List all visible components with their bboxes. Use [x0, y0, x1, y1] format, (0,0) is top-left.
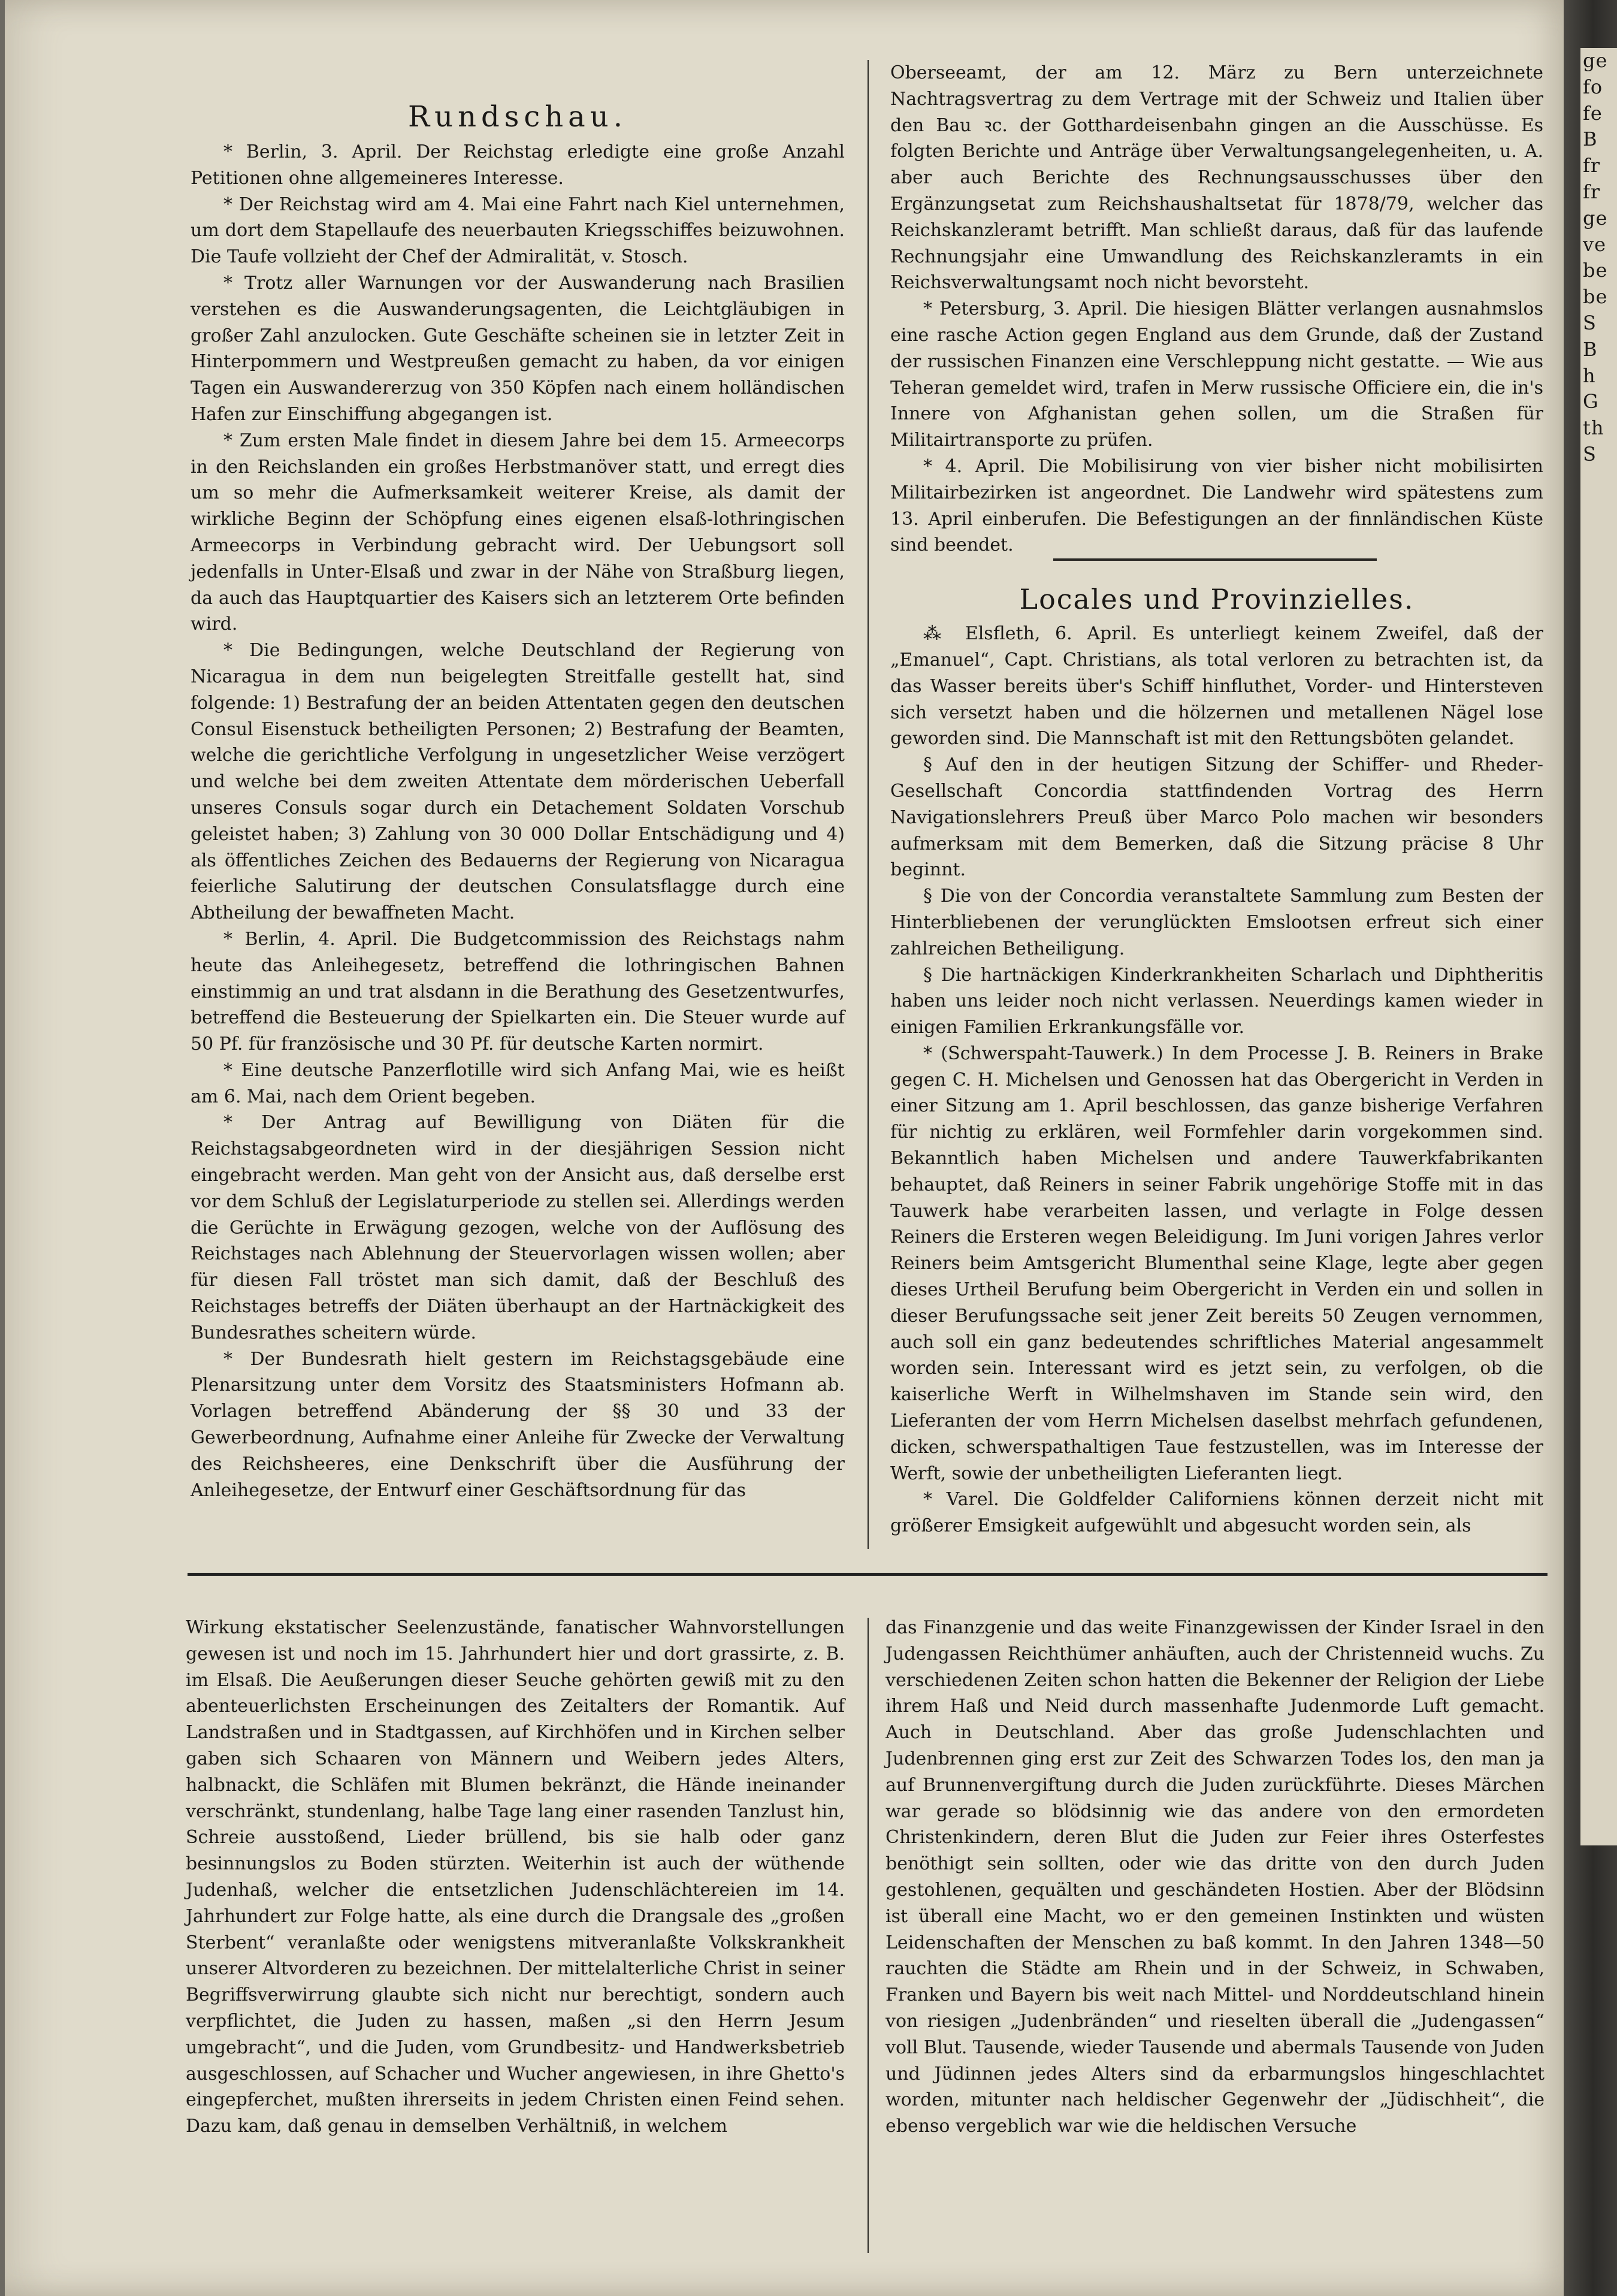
article-paragraph: Oberseeamt, der am 12. März zu Bern unterzeichnete Nachtragsvertrag zu dem Vertrage mit der Schweiz und Italien über den Bau ꝛc. der Gotthardeisenbahn gingen an die Ausschüsse. Es folgten Berichte und Anträge über Verwaltungsangelegenheiten, u. A. aber auch Berichte des Rechnungsausschusses über den Ergänzungsetat zum Reichshaushaltsetat für 1878/79, welcher das Reichskanzleramt betrifft. Man schließt daraus, daß für das laufende Rechnungsjahr eine Umwandlung des Reichskanzleramts in ein Reichsverwaltungsamt noch nicht bevorsteht. — [890, 62, 1543, 294]
column-rundschau-continued — [890, 60, 1543, 1539]
adjacent-page-fragment: ge — [1583, 49, 1608, 72]
column-rundschau — [191, 96, 845, 1503]
adjacent-page-fragment: B — [1583, 128, 1598, 151]
newspaper-page — [5, 0, 1568, 2296]
section-divider — [1053, 558, 1377, 561]
column-rule — [868, 60, 869, 1549]
article-paragraph: * (Schwerspaht-Tauwerk.) In dem Processe J. B. Reiners in Brake gegen C. H. Michelsen und Genossen hat das Obergericht in Verden in einer Sitzung am 1. April beschlossen, das ganze bisherige Verfahren für nichtig zu erklären, weil Formfehler darin vorgekommen sind. Bekanntlich haben Michelsen und andere Tauwerkfabrikanten behauptet, daß Reiners in seiner Fabrik ungehörige Stoffe mit in das Tauwerk habe verarbeiten lassen, und verlagte in Folge dessen Reiners die Ersteren wegen Beleidigung. Im Juni vorigen Jahres verlor Reiners beim Amtsgericht Blumenthal seine Klage, legte aber gegen dieses Urtheil Berufung beim Obergericht in Verden ein und sollen in dieser Berufungssache seit jener Zeit bereits 50 Zeugen vernommen, auch soll ein ganz bedeutendes schriftliches Material angesammelt worden sein. Interessant wird es jetzt sein, zu verfolgen, ob die kaiserliche Werft in Wilhelmshaven im Stande sein wird, den Lieferanten der vom Herrn Michelsen daselbst mehrfach gefundenen, dicken, schwerspathaltigen Taue festzustellen, was im Interesse der Werft, sowie der unbetheiligten Lieferanten liegt. — [890, 1043, 1543, 1484]
article-paragraph: § Auf den in der heutigen Sitzung der Schiffer- und Rheder-Gesellschaft Concordia stattfindenden Vortrag des Herrn Navigationslehrers Preuß über Marco Polo machen wir besonders aufmerksam mit dem Bemerken, daß die Sitzung präcise 8 Uhr beginnt. — [890, 754, 1543, 881]
feuilleton-column-right — [885, 1615, 1545, 2140]
feuilleton-paragraph: Wirkung ekstatischer Seelenzustände, fanatischer Wahnvorstellungen gewesen ist und noch im 15. Jahrhundert hier und dort grassirte, z. B. im Elsaß. Die Aeußerungen dieser Seuche gehörten gewiß mit zu den abenteuerlichsten Erscheinungen des Zeitalters der Romantik. Auf Landstraßen und in Stadtgassen, auf Kirchhöfen und in Kirchen selber gaben sich Schaaren von Männern und Weibern jedes Alters, halbnackt, die Schläfen mit Blumen bekränzt, die Hände ineinander verschränkt, stundenlang, halbe Tage lang einer rasenden Tanzlust hin, Schreie ausstoßend, Lieder brüllend, bis sie halb oder ganz besinnungslos zu Boden stürzten. Weiterhin ist auch der wüthende Judenhaß, welcher die entsetzlichen Judenschlächtereien im 14. Jahrhundert zur Folge hatte, als eine durch die Drangsale des „großen Sterbent“ veranlaßte oder wenigstens mitveranlaßte Volkskrankheit unserer Altvorderen zu bezeichnen. Der mittelalterliche Christ in seiner Begriffsverwirrung glaubte sich nicht nur berechtigt, sondern auch verpflichtet, die Juden zu hassen, maßen „si den Herrn Jesum umgebracht“, und die Juden, vom Grundbesitz- und Handwerksbetrieb ausgeschlossen, auf Schacher und Wucher angewiesen, in ihre Ghetto's eingepferchet, mußten ihrerseits in jedem Christen einen Feind sehen. Dazu kam, daß genau in demselben Verhältniß, in welchem — [186, 1617, 845, 2137]
adjacent-page-fragment: fe — [1583, 101, 1603, 125]
adjacent-page-fragment: ge — [1583, 206, 1608, 229]
column-rule — [868, 1618, 869, 2253]
section-heading-locales: Locales und Provinzielles. — [1019, 583, 1415, 616]
article-paragraph: * Der Bundesrath hielt gestern im Reichstagsgebäude eine Plenarsitzung unter dem Vorsitz des Staatsministers Hofmann ab. Vorlagen betreffend Abänderung der §§ 30 und 33 der Gewerbeordnung, Aufnahme einer Anleihe für Zwecke der Verwaltung des Reichsheeres, eine Denkschrift über die Ausführung der Anleihegesetze, der Entwurf einer Geschäftsordnung für das — [191, 1348, 845, 1501]
adjacent-page-fragment: th — [1583, 416, 1604, 440]
adjacent-page-fragment: fo — [1583, 75, 1603, 98]
adjacent-page-fragment: fr — [1583, 180, 1601, 203]
article-paragraph: * Der Reichstag wird am 4. Mai eine Fahrt nach Kiel unternehmen, um dort dem Stapellaufe des neuerbauten Kriegsschiffes beizuwohnen. Die Taufe vollzieht der Chef der Admiralität, v. Stosch. — [191, 194, 845, 268]
adjacent-page-fragment: S — [1583, 311, 1597, 334]
article-paragraph: § Die von der Concordia veranstaltete Sammlung zum Besten der Hinterbliebenen der verunglückten Emslootsen erfreut sich einer zahlreichen Betheiligung. — [890, 886, 1543, 959]
adjacent-page-edge — [1580, 48, 1617, 1845]
article-paragraph: * Trotz aller Warnungen vor der Auswanderung nach Brasilien verstehen es die Auswanderungsagenten, die Leichtgläubigen in großer Zahl anzulocken. Gute Geschäfte scheinen sie in letzter Zeit in Hinterpommern und Westpreußen gemacht zu haben, da vor einigen Tagen ein Auswandererzug von 350 Köpfen nach einem holländischen Hafen zur Einschiffung abgegangen ist. — [191, 272, 845, 425]
article-paragraph: * Zum ersten Male findet in diesem Jahre bei dem 15. Armeecorps in den Reichslanden ein großes Herbstmanöver statt, und erregt dies um so mehr die Aufmerksamkeit weiterer Kreise, als damit der wirkliche Beginn der Schöpfung eines eigenen elsaß-lothringischen Armeecorps in Verbindung gebracht wird. Der Uebungsort soll jedenfalls in Unter-Elsaß und zwar in der Nähe von Straßburg liegen, da auch das Hauptquartier des Kaisers sich an letzterem Orte befinden wird. — [191, 430, 845, 635]
adjacent-page-fragment: G — [1583, 390, 1599, 413]
article-paragraph: * Die Bedingungen, welche Deutschland der Regierung von Nicaragua in dem nun beigelegten Streitfalle gestellt hat, sind folgende: 1) Bestrafung der an beiden Attentaten gegen den deutschen Consul Eisenstuck betheiligten Personen; 2) Bestrafung der Beamten, welche die gerichtliche Verfolgung in ungesetzlicher Weise verzögert und welche bei dem zweiten Attentate dem mörderischen Ueberfall unseres Consuls sogar durch ein Detachement Soldaten Vorschub geleistet haben; 3) Zahlung von 30 000 Dollar Entschädigung und 4) als öffentliches Zeichen des Bedauerns der Regierung von Nicaragua feierliche Salutirung der deutschen Consulatsflagge durch eine Abtheilung der bewaffneten Macht. — [191, 640, 845, 924]
adjacent-page-fragment: fr — [1583, 154, 1601, 177]
article-paragraph: * Der Antrag auf Bewilligung von Diäten für die Reichstagsabgeordneten wird in der diesjährigen Session nicht eingebracht werden. Man geht von der Ansicht aus, daß derselbe erst vor dem Schluß der Legislaturperiode zu stellen sei. Allerdings werden die Gerüchte in Erwägung gezogen, welche von der Auflösung des Reichstages nach Ablehnung der Steuervorlagen wissen wollen; aber für diesen Fall tröstet man sich damit, daß der Beschluß des Reichstages betreffs der Diäten überhaupt an der Hartnäckigkeit des Bundesrathes scheitern würde. — [191, 1112, 845, 1343]
article-paragraph: ⁂ Elsfleth, 6. April. Es unterliegt keinem Zweifel, daß der „Emanuel“, Capt. Christians, als total verloren zu betrachten ist, da das Wasser bereits über's Schiff hinfluthet, Vorder- und Hintersteven sich versetzt haben und die hölzernen und metallenen Nägel lose geworden sind. Die Mannschaft ist mit den Rettungsböten gelandet. — [890, 623, 1543, 750]
adjacent-page-fragment: be — [1583, 285, 1608, 309]
article-paragraph: * 4. April. Die Mobilisirung von vier bisher nicht mobilisirten Militairbezirken ist angeordnet. Die Landwehr wird spätestens zum 13. April einberufen. Die Befestigungen an der finnländischen Küste sind beendet. — [890, 455, 1543, 556]
feuilleton-column-left — [186, 1615, 845, 2140]
section-spacer — [890, 558, 1543, 575]
feuilleton-divider — [188, 1573, 1548, 1576]
article-paragraph: * Berlin, 4. April. Die Budgetcommission des Reichstags nahm heute das Anleihegesetz, betreffend die lothringischen Bahnen einstimmig an und trat alsdann in die Berathung des Gesetzentwurfes, betreffend die Besteuerung der Spielkarten ein. Die Steuer wurde auf 50 Pf. für französische und 30 Pf. für deutsche Karten normirt. — [191, 928, 845, 1055]
article-paragraph: * Varel. Die Goldfelder Californiens können derzeit nicht mit größerer Emsigkeit aufgewühlt und abgesucht worden sein, als — [890, 1489, 1543, 1537]
section-heading-rundschau: Rundschau. — [408, 100, 627, 134]
adjacent-page-fragment: S — [1583, 442, 1597, 466]
article-paragraph: * Eine deutsche Panzerflotille wird sich Anfang Mai, wie es heißt am 6. Mai, nach dem Orient begeben. — [191, 1059, 845, 1107]
article-paragraph: * Petersburg, 3. April. Die hiesigen Blätter verlangen ausnahmslos eine rasche Action gegen England aus dem Grunde, daß der Zustand der russischen Finanzen eine Verschleppung nicht gestatte. — Wie aus Teheran gemeldet wird, trafen in Merw russische Officiere ein, die in's Innere von Afghanistan gehen sollen, um die Straßen für Militairtransporte zu prüfen. — [890, 298, 1543, 451]
feuilleton-paragraph: das Finanzgenie und das weite Finanzgewissen der Kinder Israel in den Judengassen Reichthümer anhäuften, auch der Christenneid wuchs. Zu verschiedenen Zeiten schon hatten die Bekenner der Religion der Liebe ihrem Haß und Neid durch massenhafte Judenmorde Luft gemacht. Auch in Deutschland. Aber das große Judenschlachten und Judenbrennen ging erst zur Zeit des Schwarzen Todes los, den man ja auf Brunnenvergiftung durch die Juden zurückführte. Dieses Märchen war gerade so blödsinnig wie das andere von den ermordeten Christenkindern, deren Blut die Juden zur Feier ihres Osterfestes benöthigt sein sollten, oder wie das dritte von den durch Juden gestohlenen, gequälten und geschändeten Hostien. Aber der Blödsinn ist überall eine Macht, wo er den gemeinen Instinkten und wüsten Leidenschaften der Menschen zu baß kommt. In den Jahren 1348—50 rauchten die Städte am Rhein und in der Schweiz, in Schwaben, Franken und Bayern bis weit nach Mittel- und Norddeutschland hinein von riesigen „Judenbränden“ und rieselten überall die „Judengassen“ voll Blut. Tausende, wieder Tausende und abermals Tausende von Juden und Jüdinnen jedes Alters sind da erbarmungslos hingeschlachtet worden, mitunter nach heldischer Gegenwehr der „Jüdischheit“, die ebenso vergeblich war wie die heldischen Versuche — [885, 1617, 1545, 2137]
adjacent-page-fragment: B — [1583, 337, 1598, 361]
article-paragraph: § Die hartnäckigen Kinderkrankheiten Scharlach und Diphtheritis haben uns leider noch nicht verlassen. Neuerdings kamen wieder in einigen Familien Erkrankungsfälle vor. — [890, 964, 1543, 1038]
article-paragraph: * Berlin, 3. April. Der Reichstag erledigte eine große Anzahl Petitionen ohne allgemeineres Interesse. — [191, 141, 845, 189]
adjacent-page-fragment: be — [1583, 259, 1608, 282]
adjacent-page-fragment: ve — [1583, 232, 1607, 256]
adjacent-page-fragment: h — [1583, 364, 1596, 387]
